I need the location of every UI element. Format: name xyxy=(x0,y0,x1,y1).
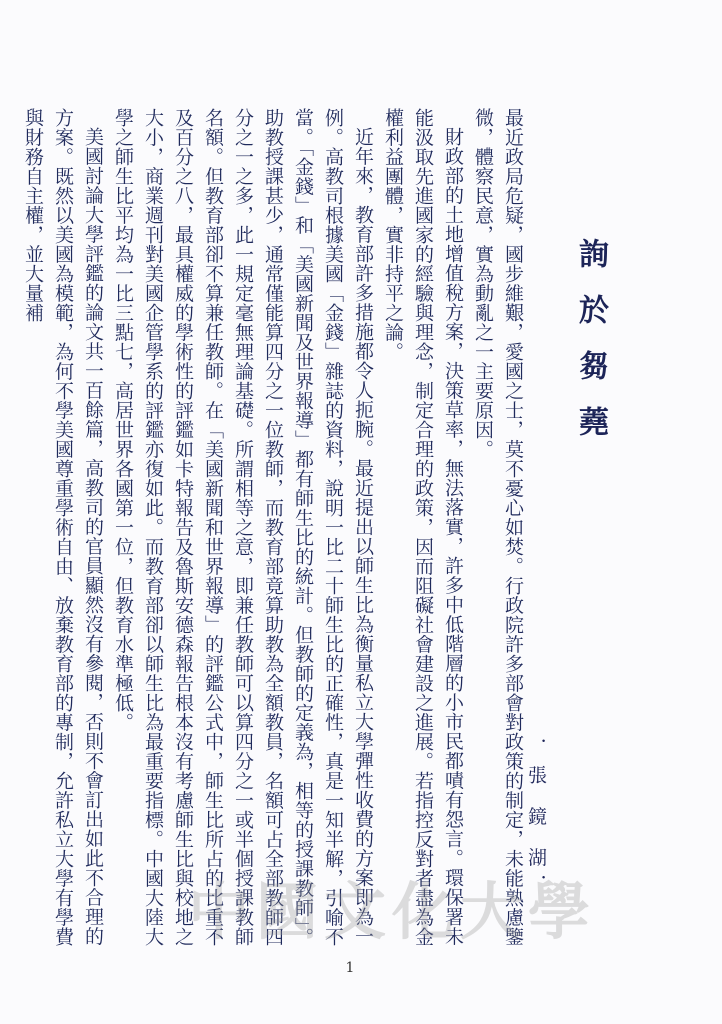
article-title: 詢於芻蕘 xyxy=(573,238,608,462)
page-number: 1 xyxy=(345,960,355,976)
author-name: ．張 鏡 湖． xyxy=(525,738,547,902)
watermark: 中國文化大學 xyxy=(188,875,597,948)
paragraph-3: 近年來，教育部許多措施都令人扼腕。最近提出以師生比為衡量私立大學彈性收費的方案即為一例。高教司根據美國「金錢」雜誌的資料，說明一比二十師生比的正確性，真是一知半解，引喻不當。「金錢」和「美國新聞及世界報導」都有師生比的統計。但教師的定義為，相等的授課教師」。助教授課甚少，通常僅能算四分之一位教師，而教育部竟算助教為全額教員，名額可占全部教師四分之一之多，此一規定毫無理論基礎。所謂相等之意，即兼任教師可以算四分之一或半個授課教師名額。但教育部卻不算兼任教師。在「美國新聞和世界報導」的評鑑公式中，師生比所占的比重不及百分之八，最具權威的學術性的評鑑如卡特報告及魯斯安德森報告根本沒有考慮師生比與校地之大小，商業週刊對美國企管學系的評鑑亦復如此。而教育部卻以師生比為最重要指標。中國大陸大學之師生比平均為一比三點七，高居世界各國第一位，但教育水準極低。 xyxy=(112,108,374,947)
article-body xyxy=(22,108,528,954)
paragraph-4: 美國討論大學評鑑的論文共一百餘篇，高教司的官員顯然沒有參閱，否則不會訂出如此不合理的方案。既然以美國為模範，為何不學美國尊重學術自由、放棄教育部的專制，允許私立大學有學費與財務自主權，並大量補 xyxy=(22,108,104,947)
paragraph-2: 財政部的土地增值稅方案，決策草率，無法落實，許多中低階層的小市民都嘖有怨言。環保署未能汲取先進國家的經驗與理念，制定合理的政策，因而阻礙社會建設之進展。若指控反對者盡為金權利益團體，實非持平之論。 xyxy=(382,108,464,947)
paragraph-1: 最近政局危疑，國步維艱，愛國之士，莫不憂心如焚。行政院許多部會對政策的制定，未能熟慮鑒微，體察民意，實為動亂之一主要原因。 xyxy=(472,108,524,947)
